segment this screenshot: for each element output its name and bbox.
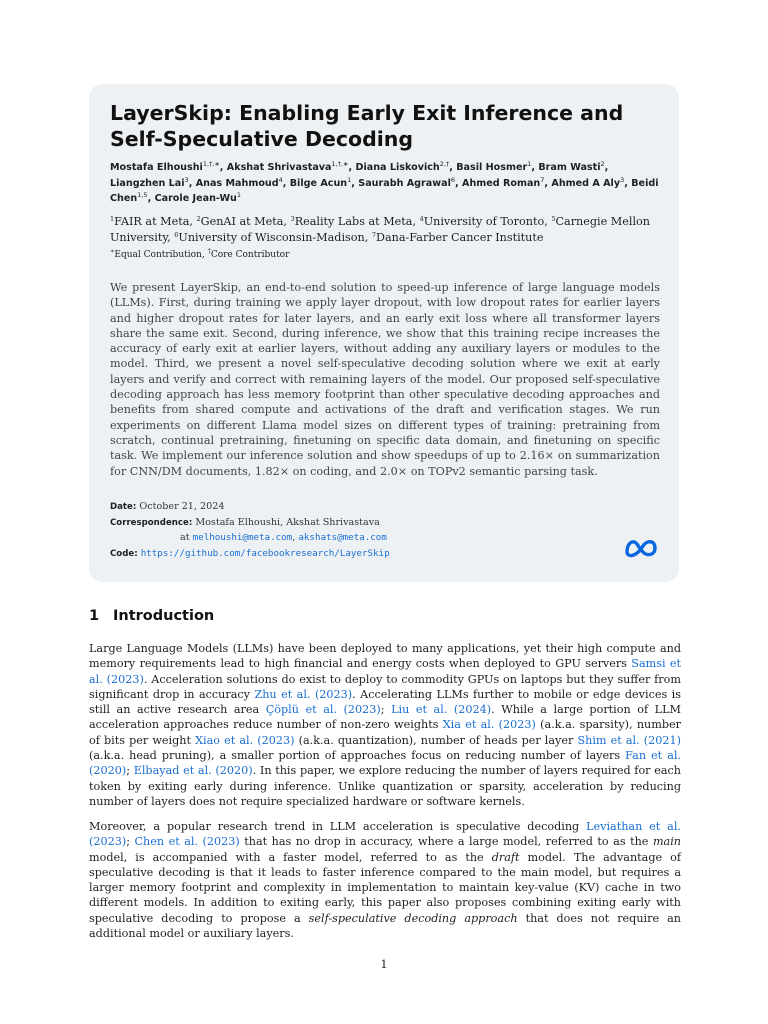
author-affiliation-mark: 1,†,∗ — [202, 160, 220, 168]
citation-link[interactable]: Zhu et al. (2023) — [254, 687, 353, 701]
author-affiliation-mark: 1,5 — [137, 191, 148, 199]
contribution-notes: ∗Equal Contribution, †Core Contributor — [110, 247, 290, 260]
emphasis-text: draft — [491, 850, 520, 864]
affiliation-mark: 4 — [419, 215, 424, 223]
author-name: Ahmed Roman — [462, 177, 541, 189]
author-affiliation-mark: 1 — [347, 175, 352, 184]
author-affiliation-mark: 1 — [527, 160, 532, 168]
author-affiliation-mark: 3 — [184, 175, 189, 184]
author-affiliation-mark: 3 — [620, 175, 625, 184]
meta-logo-icon — [623, 535, 659, 559]
paper-title: LayerSkip: Enabling Early Exit Inference and Self-Speculative Decoding — [110, 101, 624, 151]
emphasis-text: main — [652, 835, 681, 849]
author-name: Bram Wasti — [538, 162, 601, 173]
author-name: Basil Hosmer — [456, 162, 528, 173]
affiliation-name: GenAI at Meta — [200, 215, 284, 228]
author-name: Saurabh Agrawal — [358, 177, 451, 189]
correspondence-line — [110, 516, 610, 530]
affiliation-mark: 2 — [196, 215, 201, 223]
code-label: Code: — [110, 549, 138, 559]
citation-link[interactable]: Xia et al. (2023) — [442, 718, 536, 732]
author-affiliation-mark: 7 — [540, 175, 545, 184]
citation-link[interactable]: Liu et al. (2024) — [391, 703, 492, 717]
correspondence-label: Correspondence: — [110, 518, 193, 528]
affiliation-name: Dana-Farber Cancer Institute — [376, 231, 544, 244]
section-heading — [89, 606, 679, 626]
author-name: Mostafa Elhoushi — [110, 162, 203, 173]
affiliation-name: University of Wisconsin-Madison — [178, 231, 365, 244]
affiliations: $^1$FAIR at Meta, $^2$GenAI at Meta, $^3$Reality Labs at Meta, $^4$University of Toronto, $^5$Carnegie Mellon University, $^6$University of Wisconsin-Madison, $^7$Dana-Farber Cancer Institute — [110, 215, 650, 244]
affiliation-mark: 6 — [174, 231, 179, 239]
intro-paragraph-2: Moreover, a popular research trend in LLM acceleration is speculative decoding Leviathan et al. (2023); Chen et al. (2023) that has no drop in accuracy, where a large model, referred to as the main model, is accompanied with a faster model, referred to as the draft model. The advantage of speculative decoding is that it leads to faster inference compared to the main model, but requires a larger memory footprint and complexity in implementation to maintain key-value (KV) cache in two different models. In addition to exiting early, this paper also proposes combining exiting early with speculative decoding to propose a self-speculative decoding approach that does not require an additional model or auxiliary layers. — [89, 820, 682, 941]
author-name: Liangzhen Lai — [110, 177, 185, 189]
citation-link[interactable]: Fan et al. (2020) — [89, 749, 681, 778]
citation-link[interactable]: Chen et al. (2023) — [134, 835, 240, 849]
author-name: Bilge Acun — [289, 177, 348, 189]
section-number: 1 — [89, 608, 100, 624]
author-name: Ahmed A Aly — [551, 177, 621, 189]
affiliation-mark: 7 — [371, 231, 376, 239]
author-name: Beidi Chen — [110, 177, 659, 204]
affiliation-mark: 1 — [110, 215, 115, 223]
author-affiliation-mark: 1,†,∗ — [331, 160, 349, 168]
email-at: at — [180, 532, 190, 543]
date-value: October 21, 2024 — [139, 501, 225, 512]
citation-link[interactable]: Shim et al. (2021) — [577, 733, 681, 747]
note-text: Equal Contribution — [114, 250, 202, 260]
author-name: Anas Mahmoud — [195, 177, 279, 189]
author-affiliation-mark: 2,† — [439, 160, 450, 168]
citation-link[interactable]: Elbayad et al. (2020) — [133, 764, 253, 778]
author-affiliation-mark: 2 — [600, 160, 605, 168]
author-affiliation-mark: 6 — [450, 175, 456, 184]
code-line — [110, 547, 610, 561]
affiliation-name: University of Toronto — [423, 215, 545, 228]
correspondence-names: Mostafa Elhoushi, Akshat Shrivastava — [195, 517, 380, 528]
author-name: Akshat Shrivastava — [226, 162, 332, 173]
citation-link[interactable]: Samsi et al. (2023) — [89, 657, 681, 686]
code-link[interactable]: https://github.com/facebookresearch/LayerSkip — [140, 548, 390, 559]
author-affiliation-mark: 4 — [278, 175, 283, 184]
affiliation-mark: 3 — [290, 215, 295, 223]
emphasis-text: self-speculative decoding approach — [308, 911, 518, 925]
affiliation-mark: 5 — [551, 215, 556, 223]
email-link[interactable]: akshats@meta.com — [298, 532, 387, 543]
note-text: Core Contributor — [210, 250, 290, 260]
date-line — [110, 500, 610, 514]
author-affiliation-mark: 1 — [236, 191, 242, 199]
section-title: Introduction — [113, 608, 215, 624]
intro-paragraph-1: Large Language Models (LLMs) have been deployed to many applications, yet their high compute and memory requirements lead to high financial and energy costs when deployed to GPU servers Samsi et al. (2023). Acceleration solutions do exist to deploy to commodity GPUs on laptops but they suffer from significant drop in accuracy Zhu et al. (2023). Accelerating LLMs further to mobile or edge devices is still an active research area Çöplü et al. (2023); Liu et al. (2024). While a large portion of LLM acceleration approaches reduce number of non-zero weights Xia et al. (2023) (a.k.a. sparsity), number of bits per weight Xiao et al. (2023) (a.k.a. quantization), number of heads per layer Shim et al. (2021) (a.k.a. head pruning), a smaller portion of approaches focus on reducing number of layers Fan et al. (2020); Elbayad et al. (2020). In this paper, we explore reducing the number of layers required for each token by exiting early during inference. Unlike quantization or sparsity, acceleration by reducing number of layers does not require specialized hardware or software kernels. — [89, 642, 681, 808]
affiliation-name: Reality Labs at Meta — [294, 215, 413, 228]
abstract: We present LayerSkip, an end-to-end solution to speed-up inference of large language models (LLMs). First, during training we apply layer dropout, with low dropout rates for earlier layers and higher dropout rates for later layers, and an early exit loss where all transformer layers share the same exit. Second, during inference, we show that this training recipe increases the accuracy of early exit at earlier layers, without adding any auxiliary layers or modules to the model. Third, we present a novel self-speculative decoding solution where we exit at early layers and verify and correct with remaining layers of the model. Our proposed self-speculative decoding approach has less memory footprint than other speculative decoding approaches and benefits from shared compute and activations of the draft and verification stages. We run experiments on different Llama model sizes on different types of training: pretraining from scratch, continual pretraining, finetuning on specific data domain, and finetuning on specific task. We implement our inference solution and show speedups of up to 2.16× on summarization for CNN/DM documents, 1.82× on coding, and 2.0× on TOPv2 semantic parsing task. — [110, 281, 660, 478]
author-name: Diana Liskovich — [355, 162, 440, 173]
author-list: Mostafa Elhoushi$^{1,\dagger,∗}$, Akshat Shrivastava$^{1,\dagger,∗}$, Diana Liskovich$^{2,\dagger}$, Basil Hosmer$^1$, Bram Wasti$^2$, Liangzhen Lai$^3$, Anas Mahmoud$^4$, Bilge Acun$^1$, Saurabh Agrawal$^6$, Ahmed Roman$^7$, Ahmed A Aly$^3$, Beidi Chen$^{1,5}$, Carole Jean-Wu$^1$ — [110, 160, 659, 204]
affiliation-name: Carnegie Mellon University — [110, 215, 650, 244]
page-number: 1 — [380, 958, 388, 971]
citation-link[interactable]: Xiao et al. (2023) — [195, 733, 295, 747]
citation-link[interactable]: Çöplü et al. (2023) — [265, 703, 381, 717]
date-label: Date: — [110, 502, 137, 512]
email-line: at melhoushi@meta.com, akshats@meta.com — [180, 532, 387, 543]
author-name: Carole Jean-Wu — [154, 193, 237, 204]
affiliation-name: FAIR at Meta — [114, 215, 190, 228]
note-mark: † — [207, 247, 211, 255]
email-link[interactable]: melhoushi@meta.com — [192, 532, 293, 543]
note-mark: ∗ — [110, 247, 115, 255]
citation-link[interactable]: Leviathan et al. (2023) — [89, 820, 681, 849]
